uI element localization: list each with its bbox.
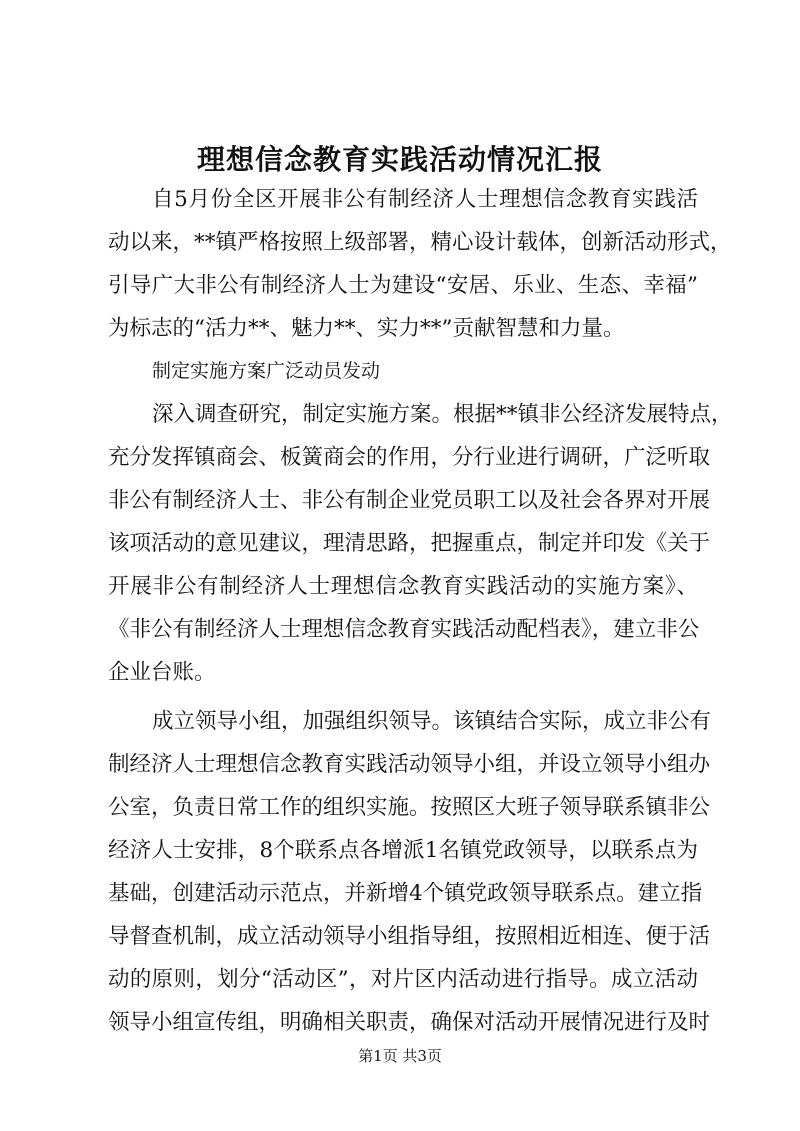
document-body <box>108 178 733 1044</box>
paragraph-2-line-3: 非公有制经济人士、非公有制企业党员职工以及社会各界对开展 <box>108 488 711 513</box>
paragraph-2-line-5: 开展非公有制经济人士理想信念教育实践活动的实施方案》、 <box>108 574 698 599</box>
paragraph-3-line-8: 领导小组宣传组，明确相关职责，确保对活动开展情况进行及时 <box>108 1010 711 1035</box>
paragraph-2-line-6: 《非公有制经济人士理想信念教育实践活动配档表》，建立非公 <box>108 617 700 642</box>
paragraph-1-line-3: 引导广大非公有制经济人士为建设“安居、乐业、生态、幸福” <box>108 273 698 298</box>
section-heading: 制定实施方案广泛动员发动 <box>152 360 381 382</box>
document-title: 理想信念教育实践活动情况汇报 <box>196 143 603 176</box>
page-number-footer: 第1页 共3页 <box>358 1047 442 1065</box>
paragraph-3-line-7: 动的原则，划分“活动区”，对片区内活动进行指导。成立活动 <box>108 967 698 992</box>
paragraph-3-line-4: 经济人士安排，8个联系点各增派1名镇党政领导，以联系点为 <box>108 838 698 863</box>
paragraph-1-line-2: 动以来，**镇严格按照上级部署，精心设计载体，创新活动形式， <box>108 230 732 255</box>
paragraph-1-line-4: 为标志的“活力**、魅力**、实力**”贡献智慧和力量。 <box>108 316 625 341</box>
paragraph-2-line-4: 该项活动的意见建议，理清思路，把握重点，制定并印发《关于 <box>108 531 711 556</box>
paragraph-1-line-1: 自5月份全区开展非公有制经济人士理想信念教育实践活 <box>152 187 698 212</box>
paragraph-3-line-1: 成立领导小组，加强组织领导。该镇结合实际，成立非公有 <box>152 709 712 734</box>
paragraph-3-line-3: 公室，负责日常工作的组织实施。按照区大班子领导联系镇非公 <box>108 795 711 820</box>
paragraph-2-line-2: 充分发挥镇商会、板簧商会的作用，分行业进行调研，广泛听取 <box>108 445 711 470</box>
paragraph-3-line-6: 导督查机制，成立活动领导小组指导组，按照相近相连、便于活 <box>108 924 711 949</box>
paragraph-2-line-1: 深入调查研究，制定实施方案。根据**镇非公经济发展特点， <box>152 402 733 427</box>
paragraph-2-line-7: 企业台账。 <box>108 660 216 685</box>
paragraph-3-line-5: 基础，创建活动示范点，并新增4个镇党政领导联系点。建立指 <box>108 881 703 906</box>
paragraph-3-line-2: 制经济人士理想信念教育实践活动领导小组，并设立领导小组办 <box>108 752 711 777</box>
